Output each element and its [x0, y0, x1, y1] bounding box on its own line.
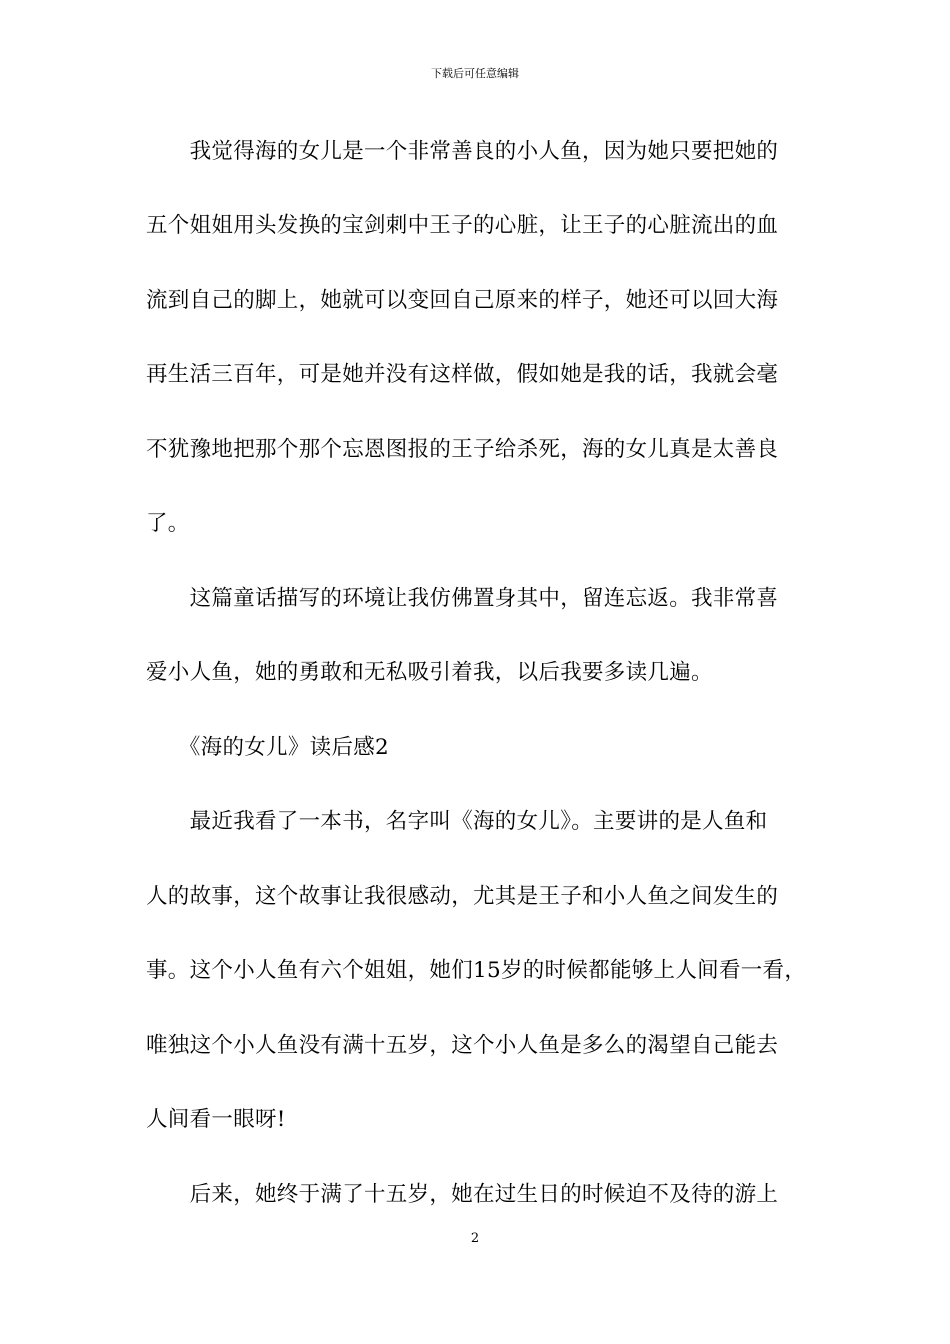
body-line: 我觉得海的女儿是一个非常善良的小人鱼，因为她只要把她的 — [146, 139, 779, 164]
body-line: 这篇童话描写的环境让我仿佛置身其中，留连忘返。我非常喜 — [146, 586, 779, 611]
body-line: 最近我看了一本书，名字叫《海的女儿》。主要讲的是人鱼和 — [146, 809, 768, 834]
body-line: 了。 — [146, 511, 190, 536]
body-line: 后来，她终于满了十五岁，她在过生日的时候迫不及待的游上 — [146, 1182, 779, 1207]
body-line: 再生活三百年，可是她并没有这样做，假如她是我的话，我就会毫 — [146, 362, 779, 387]
section-heading: 《海的女儿》读后感2 — [146, 735, 390, 760]
body-line: 不犹豫地把那个那个忘恩图报的王子给杀死，海的女儿真是太善良 — [146, 437, 779, 462]
body-line: 唯独这个小人鱼没有满十五岁，这个小人鱼是多么的渴望自己能去 — [146, 1033, 779, 1058]
body-line: 爱小人鱼，她的勇敢和无私吸引着我，以后我要多读几遍。 — [146, 660, 713, 685]
page-number: 2 — [470, 1231, 480, 1246]
body-line: 人的故事，这个故事让我很感动，尤其是王子和小人鱼之间发生的 — [146, 884, 779, 909]
body-line: 流到自己的脚上，她就可以变回自己原来的样子，她还可以回大海 — [146, 288, 779, 313]
body-line: 人间看一眼呀! — [146, 1107, 286, 1132]
body-line: 事。这个小人鱼有六个姐姐，她们15岁的时候都能够上人间看一看， — [146, 958, 807, 983]
body-line: 五个姐姐用头发换的宝剑刺中王子的心脏，让王子的心脏流出的血 — [146, 213, 779, 238]
page-header: 下载后可任意编辑 — [431, 67, 519, 80]
